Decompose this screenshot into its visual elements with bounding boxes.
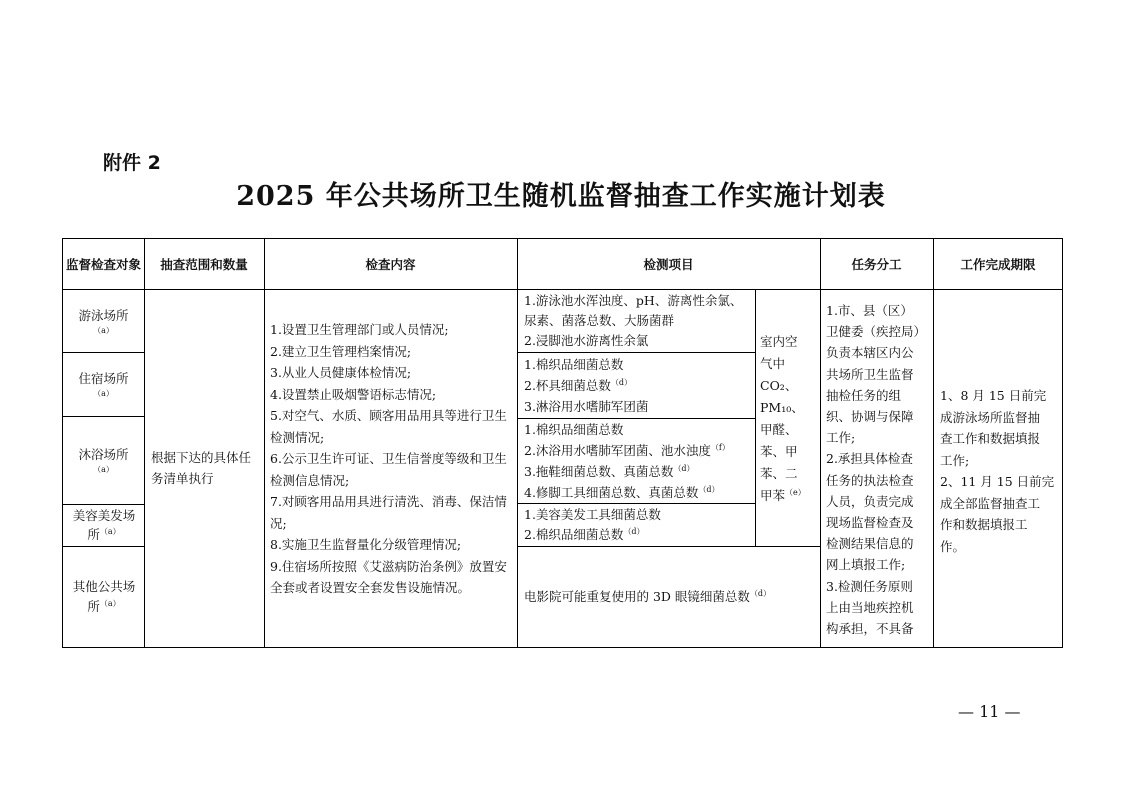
task-line: 工作; bbox=[826, 430, 856, 446]
task-line: 网上填报工作; bbox=[826, 557, 906, 573]
air-line: 甲醛、 bbox=[760, 422, 798, 437]
task-line: 织、协调与保障 bbox=[826, 409, 914, 425]
deadline-line: 1、8 月 15 日前完 bbox=[940, 388, 1047, 403]
venue-name: 住宿场所 bbox=[78, 371, 129, 386]
test-note: （d） bbox=[749, 588, 772, 598]
venue-note: （a） bbox=[93, 465, 114, 474]
venue-bath bbox=[63, 416, 144, 504]
test-note: （d） bbox=[610, 377, 633, 387]
page-number: — 11 — bbox=[958, 702, 1021, 721]
task-line: 1.市、县（区） bbox=[826, 303, 913, 318]
content-item: 9.住宿场所按照《艾滋病防治条例》放置安全套或者设置安全套发售设施情况。 bbox=[270, 558, 507, 595]
deadline-line: 查工作和数据填报 bbox=[940, 431, 1041, 446]
venue-beauty bbox=[69, 504, 139, 546]
air-line: 室内空 bbox=[760, 334, 798, 349]
task-line: 卫健委（疾控局） bbox=[826, 324, 927, 340]
venue-name: 游泳场所 bbox=[78, 307, 129, 323]
task-line: 构承担，不具备 bbox=[826, 621, 914, 637]
content-item: 6.公示卫生许可证、卫生信誉度等级和卫生检测信息情况; bbox=[270, 451, 507, 488]
content-item: 4.设置禁止吸烟警语标志情况; bbox=[270, 386, 437, 402]
venue-note: （a） bbox=[93, 389, 114, 398]
air-line: 气中 bbox=[760, 356, 786, 371]
plan-table bbox=[62, 238, 1063, 648]
content-item: 5.对空气、水质、顾客用品用具等进行卫生检测情况; bbox=[270, 408, 507, 445]
deadline bbox=[940, 385, 1060, 557]
venue-other bbox=[69, 546, 139, 647]
header-deadline: 工作完成期限 bbox=[960, 256, 1036, 272]
test-item: 2.棉织品细菌总数 bbox=[524, 527, 624, 542]
page-title: 2025 年公共场所卫生随机监督抽查工作实施计划表 bbox=[236, 181, 886, 212]
test-item: 3.拖鞋细菌总数、真菌总数 bbox=[524, 464, 674, 479]
test-item: 3.淋浴用水嗜肺军团菌 bbox=[524, 399, 649, 414]
venue-note: （a） bbox=[99, 526, 121, 536]
content-item: 2.建立卫生管理档案情况; bbox=[270, 343, 412, 359]
scope-cell bbox=[151, 289, 259, 647]
deadline-line: 作。 bbox=[940, 538, 966, 554]
task-line: 任务的执法检查 bbox=[826, 472, 914, 488]
air-line: 苯、甲 bbox=[760, 444, 798, 459]
task-line: 负责本辖区内公 bbox=[826, 345, 914, 361]
test-note: （d） bbox=[673, 463, 695, 473]
test-other bbox=[524, 546, 814, 647]
test-item: 1.棉织品细菌总数 bbox=[524, 422, 624, 437]
header-task: 任务分工 bbox=[851, 256, 902, 272]
task-line: 检测结果信息的 bbox=[826, 536, 914, 552]
venue-name: 美容美发场所 bbox=[72, 508, 136, 542]
content-item: 1.设置卫生管理部门或人员情况; bbox=[270, 322, 449, 337]
test-hotel bbox=[524, 354, 752, 417]
test-note: （d） bbox=[698, 484, 720, 494]
venue-name: 沐浴场所 bbox=[78, 447, 129, 462]
task-line: 共场所卫生监督 bbox=[826, 366, 914, 382]
test-beauty bbox=[524, 505, 752, 545]
test-air bbox=[760, 331, 818, 507]
deadline-line: 2、11 月 15 日前完 bbox=[940, 474, 1055, 489]
header-target: 监督检查对象 bbox=[65, 256, 141, 272]
air-line: 苯、二 bbox=[760, 466, 798, 481]
task-line: 现场监督检查及 bbox=[826, 515, 914, 531]
test-item: 1.美容美发工具细菌总数 bbox=[524, 507, 661, 522]
header-content: 检查内容 bbox=[365, 256, 416, 272]
attachment-label: 附件 2 bbox=[103, 152, 161, 174]
test-item: 电影院可能重复使用的 3D 眼镜细菌总数 bbox=[524, 589, 750, 604]
test-item: 4.修脚工具细菌总数、真菌总数 bbox=[524, 485, 699, 500]
content-item: 3.从业人员健康体检情况; bbox=[270, 365, 412, 380]
deadline-line: 作和数据填报工 bbox=[940, 517, 1028, 532]
test-item: 1.棉织品细菌总数 bbox=[524, 357, 624, 372]
test-item: 2.沐浴用水嗜肺军团菌、池水浊度 bbox=[524, 443, 711, 458]
deadline-line: 成游泳场所监督抽 bbox=[940, 409, 1041, 425]
task-division bbox=[826, 300, 930, 639]
test-item: 2.浸脚池水游离性余氯 bbox=[524, 333, 649, 348]
test-item: 2.杯具细菌总数 bbox=[524, 378, 611, 393]
air-line: CO₂、 bbox=[760, 378, 798, 393]
task-line: 上由当地疾控机 bbox=[826, 599, 914, 615]
air-note: （e） bbox=[785, 487, 806, 497]
venue-note: （a） bbox=[99, 598, 121, 608]
content-item: 7.对顾客用品用具进行清洗、消毒、保洁情况; bbox=[270, 494, 507, 531]
scope-text: 根据下达的具体任务清单执行 bbox=[151, 450, 252, 486]
test-bath bbox=[524, 419, 752, 503]
inspection-content bbox=[270, 319, 512, 599]
header-test-items: 检测项目 bbox=[643, 256, 694, 272]
task-line: 人员，负责完成 bbox=[826, 493, 914, 509]
test-swimming bbox=[524, 291, 752, 351]
task-line: 2.承担具体检查 bbox=[826, 451, 913, 467]
venue-swimming bbox=[63, 289, 144, 352]
header-scope: 抽查范围和数量 bbox=[160, 256, 248, 272]
deadline-line: 成全部监督抽查工 bbox=[940, 495, 1041, 511]
test-note: （f） bbox=[710, 442, 730, 452]
air-line: 甲苯 bbox=[760, 488, 786, 503]
content-item: 8.实施卫生监督量化分级管理情况; bbox=[270, 537, 462, 552]
task-line: 3.检测任务原则 bbox=[826, 578, 913, 594]
air-line: PM₁₀、 bbox=[760, 400, 804, 415]
venue-note: （a） bbox=[93, 325, 114, 335]
test-note: （d） bbox=[623, 526, 645, 536]
venue-hotel bbox=[63, 352, 144, 416]
task-line: 抽检任务的组 bbox=[826, 387, 902, 403]
deadline-line: 工作; bbox=[940, 452, 970, 468]
venue-name: 其他公共场所 bbox=[72, 578, 136, 614]
test-item: 1.游泳池水浑浊度、pH、游离性余氯、尿素、菌落总数、大肠菌群 bbox=[524, 293, 743, 328]
